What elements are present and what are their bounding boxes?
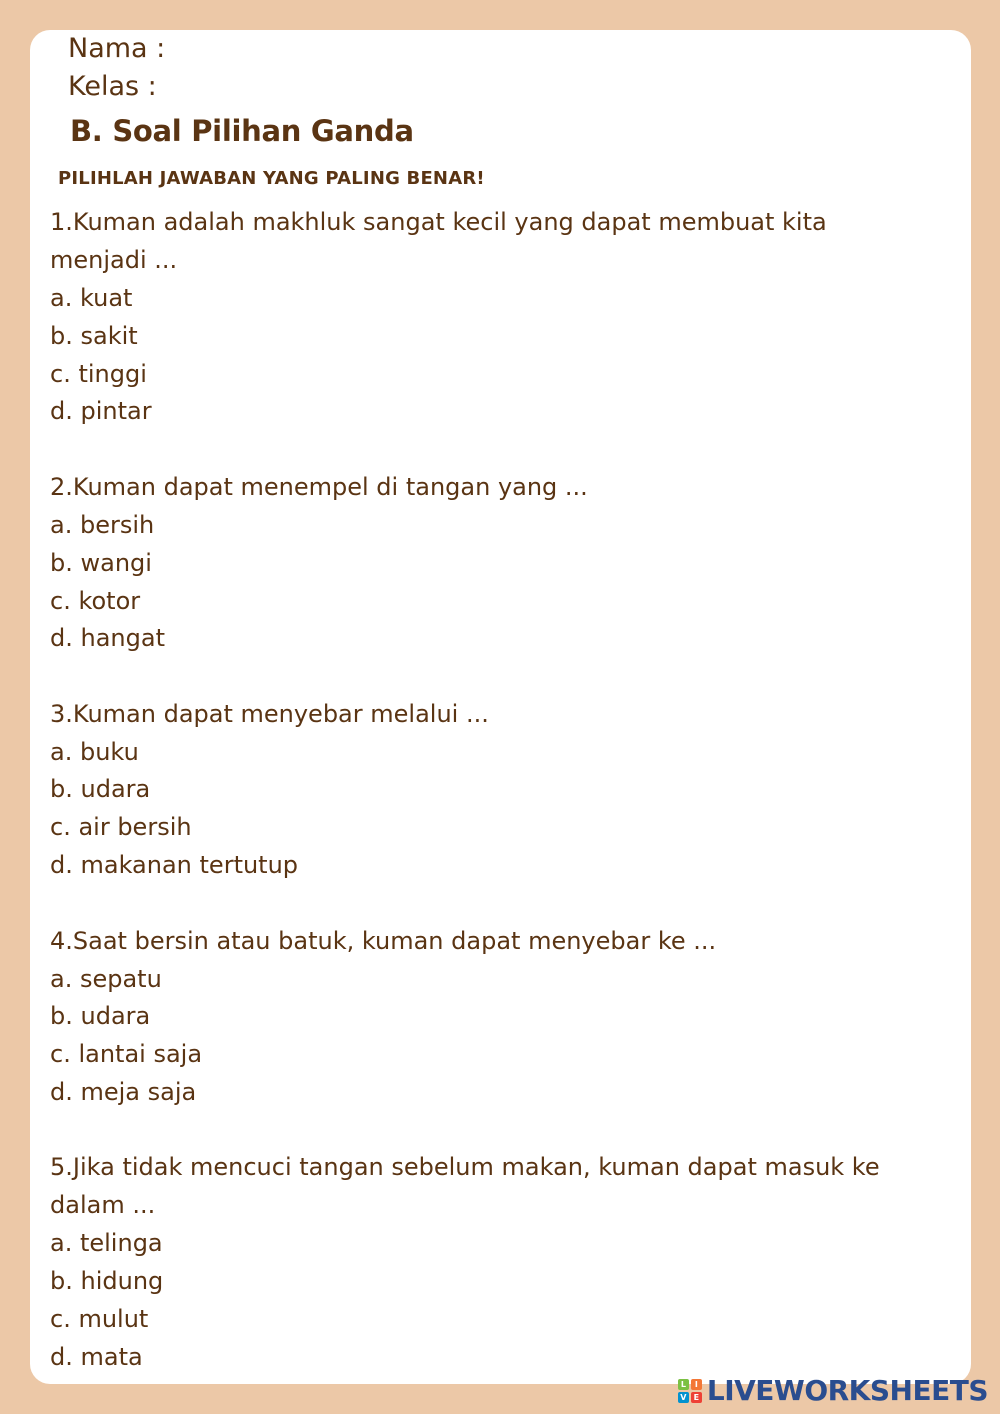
kelas-label: Kelas : bbox=[68, 71, 157, 102]
question-2-option-b: b. wangi bbox=[50, 549, 152, 577]
question-1-option-c: c. tinggi bbox=[50, 360, 147, 388]
question-2-option-d: d. hangat bbox=[50, 624, 165, 652]
question-1-option-a: a. kuat bbox=[50, 284, 133, 312]
question-2-option-c: c. kotor bbox=[50, 587, 141, 615]
liveworksheets-brand[interactable] bbox=[678, 1374, 988, 1407]
instruction-text: PILIHLAH JAWABAN YANG PALING BENAR! bbox=[58, 168, 485, 189]
question-4-text: 4.Saat bersin atau batuk, kuman dapat menyebar ke ... bbox=[50, 927, 717, 955]
question-3-option-b: b. udara bbox=[50, 775, 151, 803]
question-3-option-c: c. air bersih bbox=[50, 813, 192, 841]
question-4-option-a: a. sepatu bbox=[50, 965, 162, 993]
question-1-option-b: b. sakit bbox=[50, 322, 138, 350]
question-5-option-a: a. telinga bbox=[50, 1229, 163, 1257]
question-3-option-a: a. buku bbox=[50, 738, 139, 766]
question-4-option-b: b. udara bbox=[50, 1002, 151, 1030]
question-4-option-c: c. lantai saja bbox=[50, 1040, 203, 1068]
question-3-text: 3.Kuman dapat menyebar melalui ... bbox=[50, 700, 489, 728]
brand-name: LIVEWORKSHEETS bbox=[706, 1374, 988, 1407]
question-5-option-b: b. hidung bbox=[50, 1267, 164, 1295]
nama-label: Nama : bbox=[68, 33, 166, 64]
liveworksheets-logo-icon bbox=[678, 1379, 702, 1403]
logo-cell-l: L bbox=[678, 1379, 689, 1390]
question-1-option-d: d. pintar bbox=[50, 397, 152, 425]
question-5-option-d: d. mata bbox=[50, 1343, 143, 1371]
question-2-option-a: a. bersih bbox=[50, 511, 155, 539]
question-5-option-c: c. mulut bbox=[50, 1305, 149, 1333]
question-2-text: 2.Kuman dapat menempel di tangan yang ... bbox=[50, 473, 588, 501]
question-1-text: 1.Kuman adalah makhluk sangat kecil yang dapat membuat kita menjadi ... bbox=[50, 208, 827, 274]
question-5-text: 5.Jika tidak mencuci tangan sebelum makan, kuman dapat masuk ke dalam ... bbox=[50, 1153, 880, 1219]
logo-cell-e: E bbox=[691, 1392, 702, 1403]
logo-cell-v: V bbox=[678, 1392, 689, 1403]
question-4-option-d: d. meja saja bbox=[50, 1078, 197, 1106]
logo-cell-i: I bbox=[691, 1379, 702, 1390]
question-3-option-d: d. makanan tertutup bbox=[50, 851, 299, 879]
section-title: B. Soal Pilihan Ganda bbox=[70, 114, 414, 148]
